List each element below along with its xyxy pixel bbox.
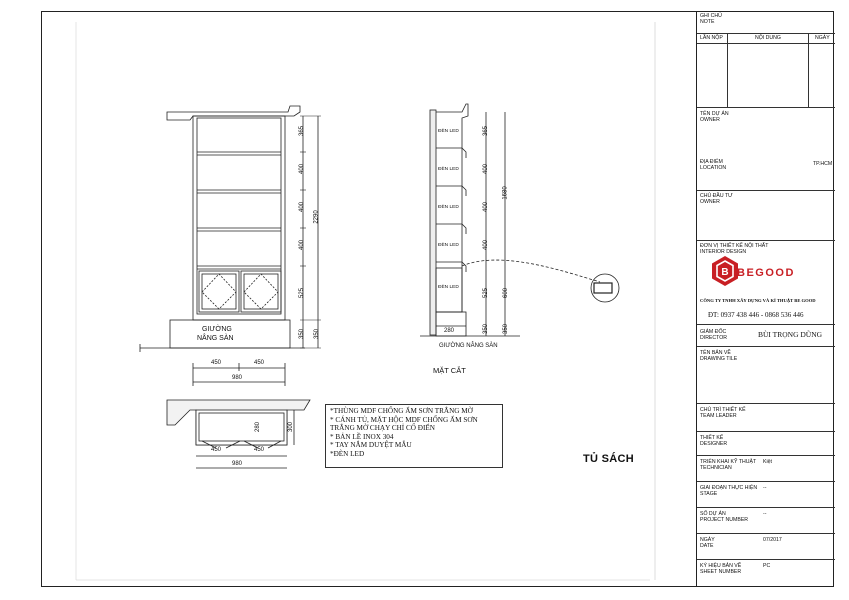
stage-row: GIAI ĐOẠN THỰC HIỆN STAGE --: [697, 481, 835, 507]
note-line: * CÁNH TỦ, MẶT HỘC MDF CHỐNG ẨM SƠN: [330, 415, 478, 424]
front-width-left: 450: [211, 360, 222, 366]
section-dim-350-outer: 350: [503, 323, 510, 335]
designer-row: THIẾT KẾ DESIGNER: [697, 431, 835, 455]
front-dim-400c: 400: [299, 239, 306, 251]
company-name: CÔNG TY TNHH XÂY DỰNG VÀ KĨ THUẬT BE GOOD: [700, 298, 816, 303]
plan-width-total: 980: [232, 461, 243, 467]
section-dim-525: 525: [483, 287, 490, 299]
plan-dim-280: 280: [255, 421, 262, 433]
note-label: GHI CHÚ NOTE: [700, 13, 722, 26]
project-row: TÊN DỰ ÁN OWNER ĐỊA ĐIỂM LOCATION TP.HCM: [697, 107, 835, 167]
date-row: NGÀY DATE 07/2017: [697, 533, 835, 559]
svg-text:B: B: [721, 267, 729, 278]
note-line: * BẢN LỀ INOX 304: [330, 432, 394, 441]
plan-dim-300: 300: [288, 421, 295, 433]
drawing-title: TỦ SÁCH: [583, 453, 634, 465]
section-dim-1680: 1680: [502, 186, 509, 200]
front-elevation: [140, 106, 321, 386]
section-dim-400a: 400: [483, 163, 490, 175]
designer-unit-row: ĐƠN VỊ THIẾT KẾ NỘI THẤT INTERIOR DESIGN: [697, 240, 835, 334]
front-width-total: 980: [232, 375, 243, 381]
front-dim-365: 365: [299, 125, 306, 137]
content-header: NỘI DUNG: [755, 35, 781, 41]
note-line: *ĐÈN LED: [330, 449, 365, 458]
plan-view: [167, 400, 310, 468]
technician-row: TRIỂN KHAI KỸ THUẬT TECHNICIAN Kiệt: [697, 455, 835, 481]
submit-header: LẦN NỘP: [700, 35, 723, 41]
note-line: * TAY NẮM DUYỆT MẪU: [330, 441, 412, 450]
material-notes: [325, 404, 503, 468]
section-depth: 280: [444, 328, 455, 334]
project-number-row: SỐ DỰ ÁN PROJECT NUMBER --: [697, 507, 835, 533]
section-title: MẶT CẮT: [433, 366, 466, 375]
begood-logo-icon: [712, 256, 738, 286]
sheet-number-row: KÝ HIỆU BẢN VẼ SHEET NUMBER PC: [697, 559, 835, 587]
led-label-2: ĐÈN LED: [438, 167, 459, 172]
bed-label-line1: GIƯỜNG: [202, 326, 232, 333]
location-value: TP.HCM: [813, 161, 833, 167]
note-line: TRẮNG MỜ CHẠY CHỈ CỔ ĐIỂN: [330, 424, 435, 433]
led-label-1: ĐÈN LED: [438, 129, 459, 134]
company-phone: ĐT: 0937 438 446 - 0868 536 446: [708, 311, 804, 319]
bed-label-line2: NÂNG SÀN: [197, 335, 234, 342]
director-name: BÙI TRỌNG DŨNG: [758, 330, 823, 339]
led-label-5: ĐÈN LED: [438, 285, 459, 290]
front-width-right: 450: [254, 360, 265, 366]
drawing-title-row: TÊN BẢN VẼ DRAWING TILE: [697, 346, 835, 406]
front-dim-525: 525: [299, 287, 306, 299]
director-row: GIÁM ĐỐC DIRECTOR: [697, 324, 835, 356]
section-dim-365: 365: [483, 125, 490, 137]
revision-table: [697, 33, 835, 107]
brand-name: BEGOOD: [737, 267, 795, 279]
front-dim-400a: 400: [299, 163, 306, 175]
section-dim-600: 600: [503, 287, 510, 299]
front-dim-350-outer: 350: [314, 328, 321, 340]
front-dim-400b: 400: [299, 201, 306, 213]
led-label-4: ĐÈN LED: [438, 243, 459, 248]
section-dim-400c: 400: [483, 239, 490, 251]
led-label-3: ĐÈN LED: [438, 205, 459, 210]
investor-row: CHỦ ĐẦU TƯ OWNER: [697, 190, 835, 240]
front-dim-2290: 2290: [313, 210, 320, 224]
section-bed-label: GIƯỜNG NÂNG SÀN: [439, 343, 498, 349]
team-leader-row: CHỦ TRÌ THIẾT KẾ TEAM LEADER: [697, 403, 835, 431]
section-dim-400b: 400: [483, 201, 490, 213]
day-header: NGÀY: [815, 35, 830, 41]
plan-width-left: 450: [211, 447, 222, 453]
front-dim-350: 350: [299, 328, 306, 340]
section-dim-350: 350: [483, 323, 490, 335]
plan-width-right: 450: [254, 447, 265, 453]
section-view: [420, 104, 619, 336]
note-line: *THÙNG MDF CHỐNG ẨM SƠN TRẮNG MỜ: [330, 407, 473, 415]
